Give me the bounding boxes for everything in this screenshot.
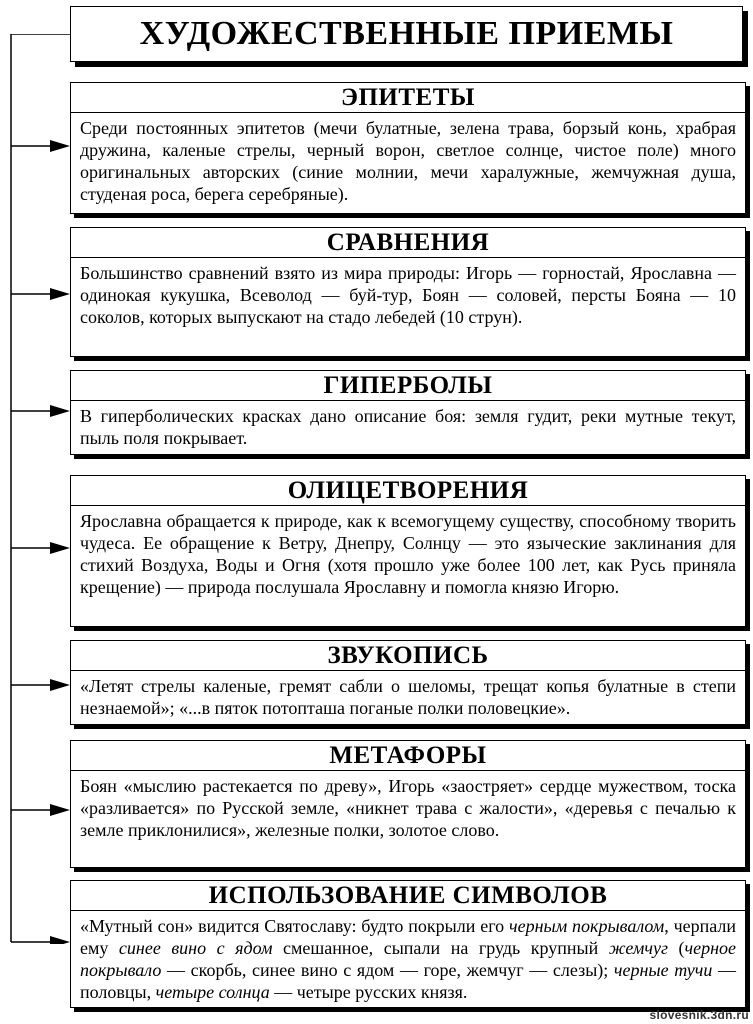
page-title: ХУДОЖЕСТВЕННЫЕ ПРИЕМЫ (139, 15, 674, 52)
arrow-head-4 (50, 542, 70, 554)
section-heading: МЕТАФОРЫ (71, 741, 745, 771)
section-text: В гиперболических красках дано описание боя: земля гудит, реки мутные текут, пыль поля покрывает. (80, 406, 736, 448)
arrow-head-5 (50, 679, 70, 691)
watermark: slovesnik.3dn.ru (649, 1008, 749, 1022)
arrow-head-6 (50, 804, 70, 816)
section-heading: ЭПИТЕТЫ (71, 83, 745, 113)
connector-lines (10, 34, 70, 944)
italic-text-fragment: черное покрывало (80, 938, 736, 980)
section-sound-writing (70, 640, 746, 725)
section-personifications (70, 475, 746, 627)
section-text: Ярославна обращается к природе, как к всемогущему существу, способному творить чудеса. Ее обращение к Ветру, Днепру, Солнцу — это языческие заклинания для стихий Воздуха, Воды и Огня (хотя прошло уже более 100 лет, как Русь приняла крещение) — природа послушала Ярославну и помогла князю Игорю. (80, 511, 736, 597)
section-text (71, 911, 745, 1008)
section-heading: ИСПОЛЬЗОВАНИЕ СИМВОЛОВ (71, 881, 745, 911)
title-box (70, 6, 743, 62)
italic-text-fragment: четыре солнца (155, 982, 270, 1002)
section-heading: ОЛИЦЕТВОРЕНИЯ (71, 476, 745, 506)
arrow-head-7 (50, 936, 70, 944)
text-fragment: — четыре русских князя. (269, 982, 468, 1002)
section-heading: ГИПЕРБОЛЫ (71, 371, 745, 401)
section-text: Среди постоянных эпитетов (мечи булатные, зелена трава, борзый конь, храбрая дружина, каленые стрелы, черный ворон, светлое солнце, чистое поле) много оригинальных авторских (синие молнии, мечи харалужные, жемчужная душа, студеная роса, берега серебряные). (80, 118, 736, 204)
text-fragment: ( (667, 938, 685, 958)
section-text: Большинство сравнений взято из мира природы: Игорь — горностай, Ярославна — одинокая кукушка, Всеволод — буй-тур, Боян — соловей, персты Бояна — 10 соколов, которых выпускают на стадо лебедей (10 струн). (80, 263, 736, 327)
italic-text-fragment: жемчуг (608, 938, 668, 958)
text-fragment: — половцы, (80, 960, 737, 1002)
italic-text-fragment: синее вино с ядом (118, 938, 273, 958)
text-fragment: «Мутный сон» видится Святославу: будто покрыли его (80, 916, 509, 936)
section-heading: СРАВНЕНИЯ (71, 228, 745, 258)
text-fragment: , черпали ему (80, 916, 737, 958)
text-fragment: — скорбь, синее вино с ядом — горе, жемчуг — слезы); (161, 960, 614, 980)
arrow-head-1 (50, 140, 70, 152)
section-symbols (70, 880, 746, 1008)
section-text: Боян «мыслию растекается по древу», Игорь «заостряет» сердце мужеством, тоска «разливается» по Русской земле, «никнет трава с жалости», «деревья с печалью к земле приклонилися», железные полки, золотое слово. (80, 776, 736, 840)
section-heading: ЗВУКОПИСЬ (71, 641, 745, 671)
section-epithets (70, 82, 746, 214)
text-fragment: смешанное, сыпали на грудь крупный (272, 938, 609, 958)
arrow-head-3 (50, 405, 70, 417)
italic-text-fragment: черные тучи (613, 960, 713, 980)
arrow-head-2 (50, 288, 70, 300)
section-metaphors (70, 740, 746, 868)
italic-text-fragment: черным покрывалом (509, 916, 665, 936)
section-text: «Летят стрелы каленые, гремят сабли о шеломы, трещат копья булатные в степи незнаемой»; «...в пяток потопташа поганые полки половецкие». (80, 676, 736, 718)
section-comparisons (70, 227, 746, 357)
section-hyperboles (70, 370, 746, 455)
